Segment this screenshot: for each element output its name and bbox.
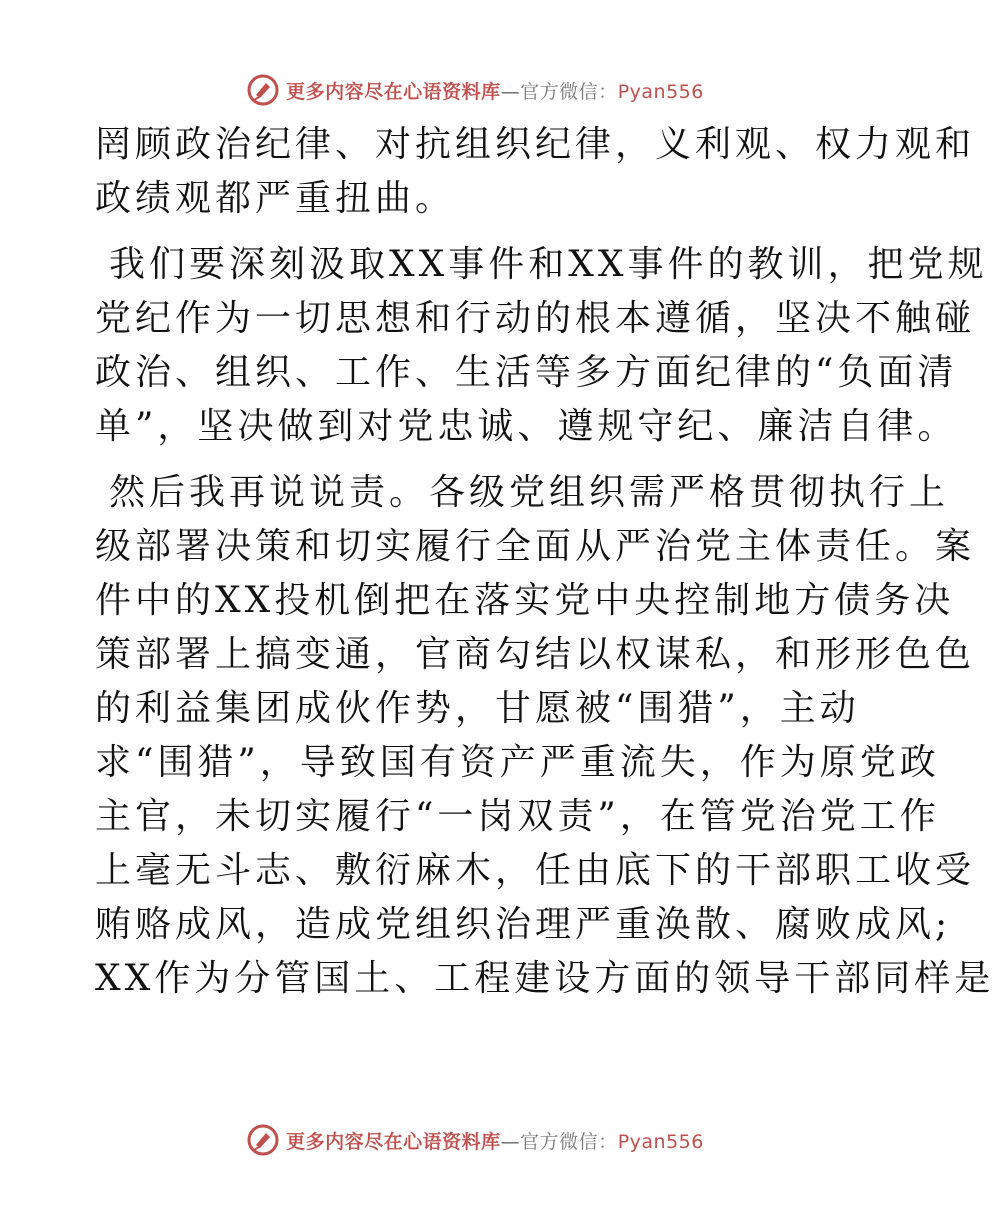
text-line: 策部署上搞变通，官商勾结以权谋私，和形形色色 [95, 634, 976, 675]
watermark-brand: 更多内容尽在心语资料库 [286, 1130, 501, 1153]
watermark-text [286, 1127, 704, 1154]
watermark-text [286, 77, 704, 104]
paragraph-3 [95, 466, 994, 1006]
text-line: 件中的XX投机倒把在落实党中央控制地方债务决 [95, 580, 955, 621]
text-line: 的利益集团成伙作势，甘愿被“围猎”，主动 [95, 688, 860, 729]
watermark-header [0, 70, 950, 110]
text-line: 上毫无斗志、敷衍麻木，任由底下的干部职工收受 [95, 850, 976, 891]
document-body [95, 118, 994, 1018]
text-line: 党纪作为一切思想和行动的根本遵循，坚决不触碰 [95, 298, 976, 339]
watermark-wechat-label: 官方微信： [520, 80, 618, 103]
watermark-brand: 更多内容尽在心语资料库 [286, 80, 501, 103]
text-line: 单”，坚决做到对党忠诚、遵规守纪、廉洁自律。 [95, 406, 958, 447]
text-line: 我们要深刻汲取XX事件和XX事件的教训，把党规 [109, 244, 988, 285]
text-line: 贿赂成风，造成党组织治理严重涣散、腐败成风; [95, 904, 952, 945]
logo-icon [246, 1123, 280, 1157]
paragraph-2 [95, 238, 988, 454]
text-line: 政绩观都严重扭曲。 [95, 178, 456, 219]
watermark-wechat-id: Pyan556 [617, 80, 704, 103]
paragraph-1 [95, 118, 976, 226]
text-line: 然后我再说说责。各级党组织需严格贯彻执行上 [109, 472, 950, 513]
text-line: 求“围猎”，导致国有资产严重流失，作为原党政 [95, 742, 940, 783]
text-line: 主官，未切实履行“一岗双责”，在管党治党工作 [95, 796, 940, 837]
watermark-wechat-id: Pyan556 [617, 1130, 704, 1153]
logo-icon [246, 73, 280, 107]
watermark-footer [0, 1120, 950, 1160]
watermark-wechat-label: 官方微信： [520, 1130, 618, 1153]
text-line: 罔顾政治纪律、对抗组织纪律，义利观、权力观和 [95, 124, 976, 165]
text-line: 级部署决策和切实履行全面从严治党主体责任。案 [95, 526, 976, 567]
text-line: XX作为分管国土、工程建设方面的领导干部同样是 [95, 958, 994, 999]
watermark-dash: — [500, 80, 521, 103]
text-line: 政治、组织、工作、生活等多方面纪律的“负面清 [95, 352, 958, 393]
watermark-dash: — [500, 1130, 521, 1153]
